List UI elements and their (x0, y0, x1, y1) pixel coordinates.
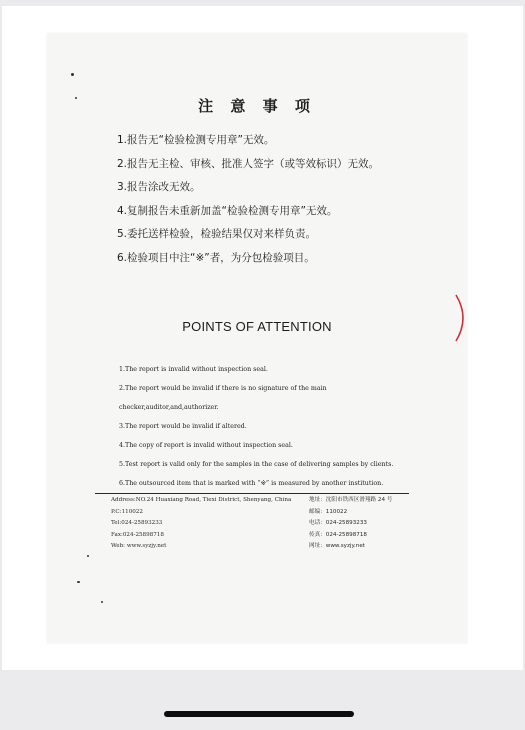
scanned-page (47, 33, 467, 643)
notice-item-cn: 1.报告无“检验检测专用章”无效。 (117, 134, 275, 146)
contact-block-en (111, 496, 311, 554)
notice-list-cn (117, 133, 457, 274)
notice-list-en (119, 365, 459, 498)
notice-item-en: 2.The report would be invalid if there is no signature of the main (119, 385, 327, 392)
scan-speck (71, 73, 74, 76)
scan-speck (87, 555, 89, 557)
scan-speck (101, 601, 103, 603)
notice-item-en: checker,auditor,and,authorizer. (119, 404, 219, 411)
notice-item-en: 1.The report is invalid without inspection seal. (119, 366, 268, 373)
notice-title-en: POINTS OF ATTENTION (182, 319, 332, 334)
notice-title-cn: 注 意 事 项 (198, 97, 316, 115)
home-indicator[interactable] (164, 711, 354, 717)
contact-address-en: Address:NO.24 Huaxiang Road, Tiexi District, Shenyang, China (111, 497, 292, 503)
contact-fax-cn: 传真：024-25898718 (309, 531, 367, 538)
contact-fax-en: Fax:024-25898718 (111, 531, 164, 538)
notice-item-en: 5.Test report is valid only for the samples in the case of delivering samples by clients. (119, 461, 394, 468)
contact-postcode-cn: 邮编：110022 (309, 508, 348, 515)
contact-tel-en: Tel:024-25893233 (111, 520, 163, 526)
contact-postcode-en: P.C:110022 (111, 508, 143, 515)
contact-tel-cn: 电话：024-25893233 (309, 520, 367, 526)
contact-block-cn (309, 496, 469, 554)
notice-item-en: 6.The outsourced item that is marked with “※” is measured by another institution. (119, 480, 384, 487)
contact-web-cn: 网址：www.syzjy.net (309, 543, 365, 549)
contact-web-en: Web: www.syzjy.net (111, 543, 167, 549)
notice-item-en: 4.The copy of report is invalid without inspection seal. (119, 442, 293, 449)
notice-item-cn: 2.报告无主检、审核、批准人签字（或等效标识）无效。 (117, 157, 380, 170)
red-stamp-edge (446, 292, 476, 344)
notice-item-cn: 5.委托送样检验，检验结果仅对来样负责。 (117, 228, 317, 240)
notice-item-cn: 6.检验项目中注“※”者，为分包检验项目。 (117, 251, 315, 264)
scan-speck (77, 581, 80, 583)
footer-divider (95, 493, 409, 494)
contact-address-cn: 地址：沈阳市铁西区滑翔路 24 号 (309, 497, 393, 503)
notice-item-cn: 4.复制报告未重新加盖“检验检测专用章”无效。 (117, 204, 338, 217)
stamp-arc (456, 295, 463, 341)
notice-item-cn: 3.报告涂改无效。 (117, 181, 201, 193)
notice-item-en: 3.The report would be invalid if altered. (119, 423, 247, 430)
